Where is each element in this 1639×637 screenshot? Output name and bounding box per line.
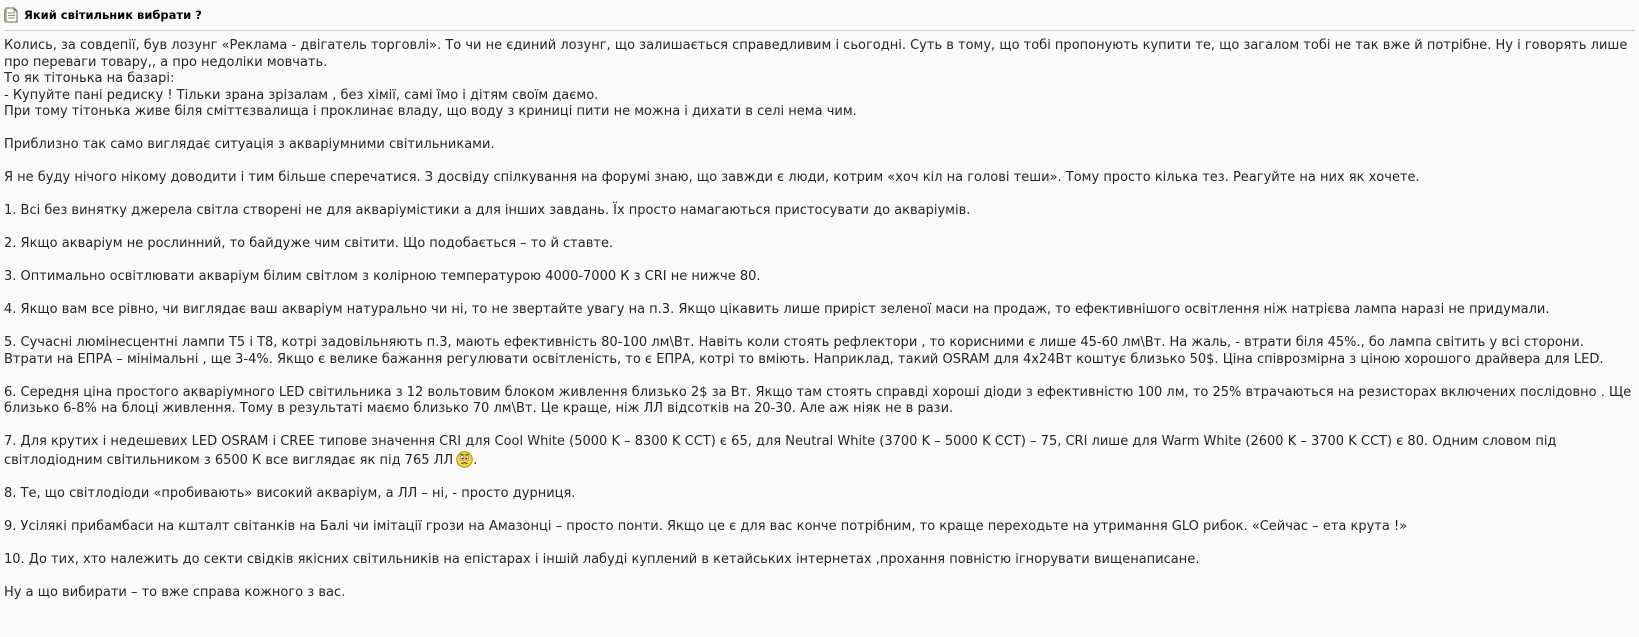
thesis-9: 9. Усілякі прибамбаси на кшталт світанків на Балі чи імітації грози на Амазонці – просто понти. Якщо це є для вас конче потрібним, то краще переходьте на утримання GLO рибок. «Сейчас – ета крута !»: [4, 518, 1408, 534]
thesis-8: 8. Те, що світлодіоди «пробивають» високий акваріум, а ЛЛ – ні, - просто дурниця.: [4, 485, 576, 501]
paragraph-disclaimer: Я не буду нічого нікому доводити і тим більше сперечатися. З досвіду спілкування на форумі знаю, що завжди є люди, котрим «хоч кіл на голові теши». Тому просто кілька тез. Реагуйте на них як хочете.: [4, 170, 1420, 185]
thesis-4: 4. Якщо вам все рівно, чи виглядає ваш акваріум натурально чи ні, то не звертайте увагу на п.3. Якщо цікавить лише приріст зеленої маси на продаж, то ефективнішого освітлення ніж натрієва лампа наразі не придумали.: [4, 302, 1550, 317]
paragraph-intro: [4, 38, 1635, 121]
post-title: Який світильник вибрати ?: [24, 8, 202, 22]
thesis-7-text: 7. Для крутих і недешевих LED OSRAM і CREE типове значення CRI для Cool White (5000 K – 8300 K CCT) є 65, для Neutral White (3700 K – 5000 K CCT) – 75, CRI лише для Warm White (2600 K – 3700 K CCT) є 80. Одним словом під світлодіодним світильником з 6500 К все виглядає як під 765 ЛЛ: [4, 434, 1557, 468]
thesis-6: 6. Середня ціна простого акваріумного LED світильника з 12 вольтовим блоком живлення близько 2$ за Вт. Якщо там стоять справді хороші діоди з ефективністю 100 лм, то 25% втрачаються на резисторах включених послідовно . Ще близько 6-8% на блоці живлення. Тому в результаті маємо близько 70 лм\Вт. Це краще, ніж ЛЛ відсотків на 20-30. Але аж ніяк не в рази.: [4, 384, 1632, 416]
paragraph-conclusion: Ну а що вибирати – то вже справа кожного з вас.: [4, 584, 346, 600]
post-header: [4, 6, 202, 24]
confused-smiley-icon: [456, 451, 473, 468]
thesis-2: 2. Якщо акваріум не рослинний, то байдуже чим світити. Що подобається – то й ставте.: [4, 236, 614, 251]
thesis-10: 10. До тих, хто належить до секти свідків якісних світильників на епістарах і іншій лабуді куплений в кетайських інтернетах ,прохання повністю ігнорувати вищенаписане.: [4, 551, 1200, 567]
document-icon: [4, 7, 18, 23]
post-body: [4, 38, 1635, 601]
intro-line-3: - Купуйте пані редиску ! Тільки зрана зрізалам , без хімії, самі їмо і дітям своїм даємо.: [4, 87, 599, 103]
thesis-5: 5. Сучасні люмінесцентні лампи Т5 і Т8, котрі задовільняють п.3, мають ефективність 80-100 лм\Вт. Навіть коли стоять рефлектори , то корисними є лише 45-60 лм\Вт. На жаль, - втрати біля 45%., бо лампа світить у всі сторони. Втрати на ЕПРА – мінімальні , ще 3-4%. Якщо є велике бажання регулювати освітленість, то є ЕПРА, котрі то вміють. Наприклад, такий OSRAM для 4х24Вт коштує близько 50$. Ціна співрозмірна з ціною хорошого драйвера для LED.: [4, 335, 1604, 367]
thesis-7: [4, 434, 1635, 469]
thesis-7-end: .: [473, 452, 478, 468]
intro-line-2: То як тітонька на базарі:: [4, 71, 175, 86]
intro-line-4: При тому тітонька живе біля сміттєзвалища і проклинає владу, що воду з криниці пити не можна і дихати в селі нема чим.: [4, 104, 857, 119]
paragraph-situation: Приблизно так само виглядає ситуація з акваріумними світильниками.: [4, 137, 495, 152]
title-divider: [4, 30, 1635, 31]
thesis-1: 1. Всі без винятку джерела світла створені не для акваріумістики а для інших завдань. Їх просто намагаються пристосувати до акваріумів.: [4, 203, 971, 218]
intro-line-1: Колись, за совдепії, був лозунг «Реклама - двігатель торговлі». То чи не єдиний лозунг, що залишається справедливим і сьогодні. Суть в тому, що тобі пропонують купити те, що загалом тобі не так вже й потрібне. Ну і говорять лише про переваги товару,, а про недоліки мовчать.: [4, 38, 1628, 70]
thesis-3: 3. Оптимально освітлювати акваріум білим світлом з колірною температурою 4000-7000 К з CRI не нижче 80.: [4, 269, 761, 284]
